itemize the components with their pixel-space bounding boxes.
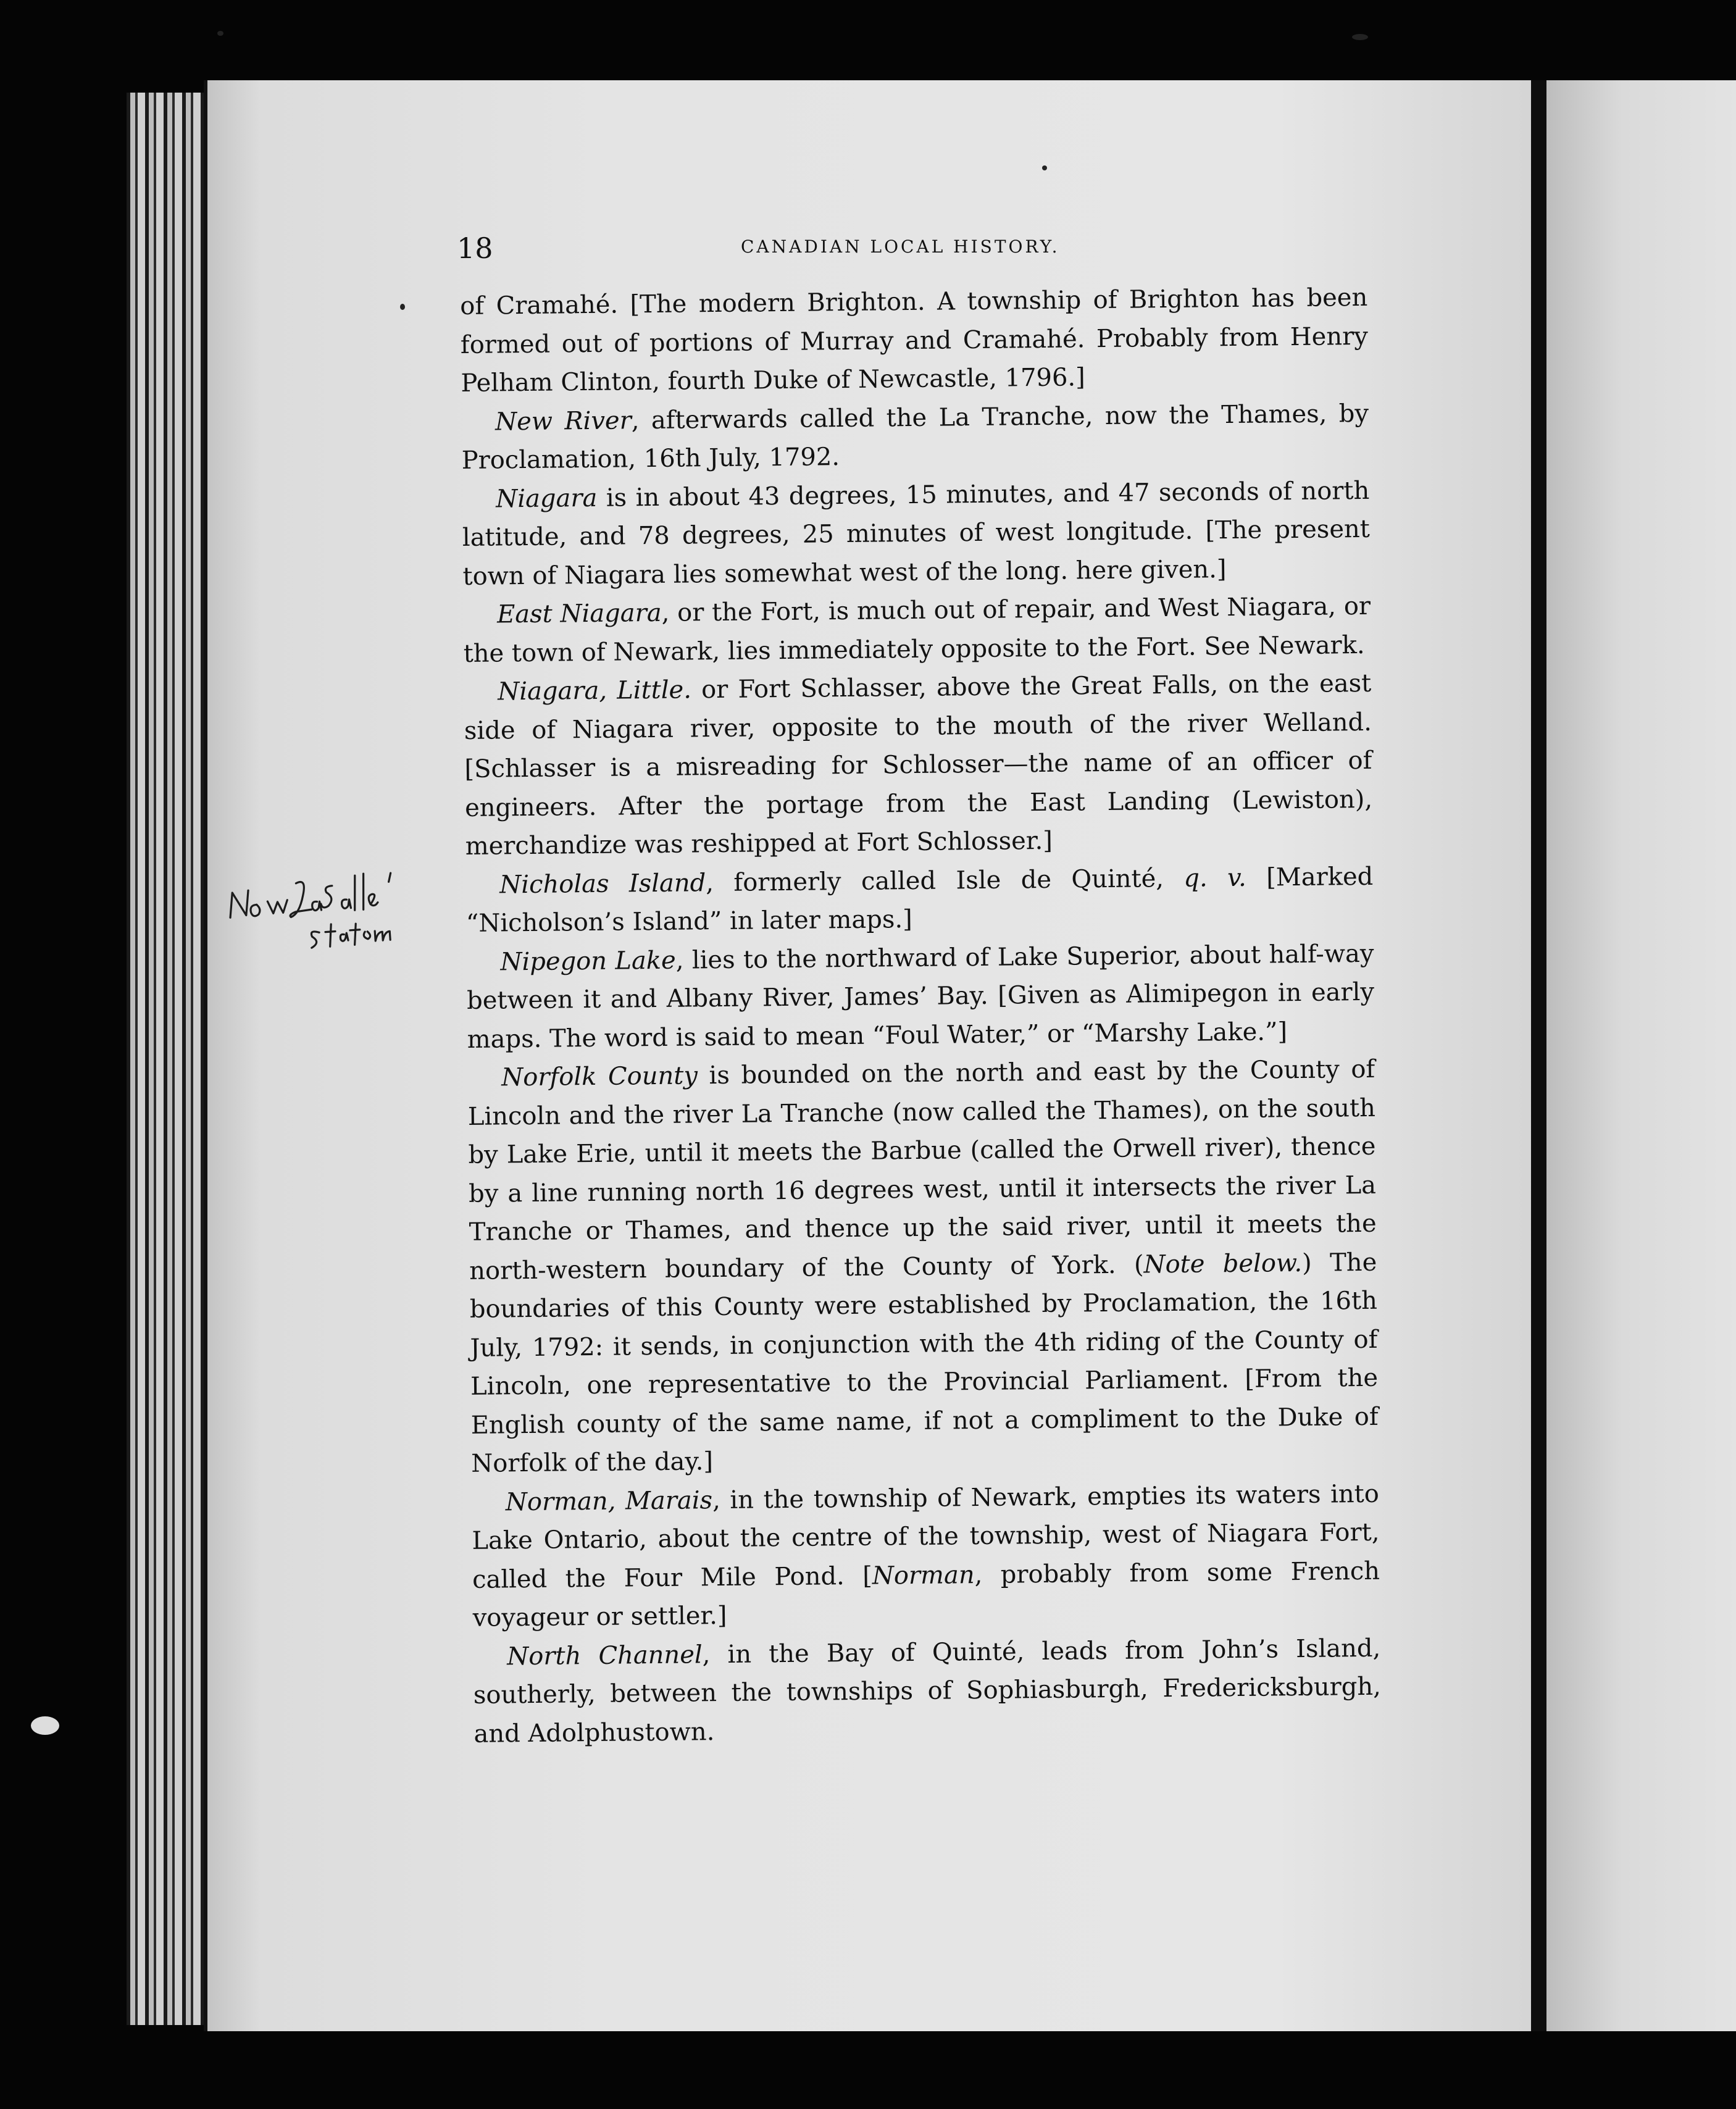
running-title: CANADIAN LOCAL HISTORY.: [741, 236, 1060, 257]
page-number: 18: [457, 232, 493, 265]
gazetteer-entry: [462, 471, 1371, 596]
entry-term: Norfolk County: [501, 1061, 698, 1092]
dust-speck: [217, 31, 223, 36]
entry-text: [Marked “Nicholson’s Island” in later maps.]: [465, 862, 1374, 938]
dust-speck: [1352, 34, 1368, 40]
entry-text: , afterwards called the La Tranche, now the Thames, by Proclamation, 16th July, 1792.: [461, 399, 1369, 475]
page-edges: [127, 93, 207, 2025]
entry-term: Niagara, Little.: [498, 675, 692, 706]
entry-text: , lies to the northward of Lake Superior, about half-way between it and Albany River, James’ Bay. [Given as Alimipegon in early maps. The word is said to mean “Foul Water,” or “Marshy Lake.”]: [466, 939, 1375, 1054]
page-header: [457, 232, 1087, 269]
entry-term: Niagara: [496, 483, 598, 513]
entry-text: is bounded on the north and east by the County of Lincoln and the river La Tranche (now called the Thames), on the south by Lake Erie, until it meets the Barbue (called the Orwell river), thence by a line running north 16 degrees west, until it intersects the river La Tranche or Thames, and thence up the said river, until it meets the north-western boundary of the County of York. (: [467, 1054, 1377, 1285]
entry-text: ) The boundaries of this County were established by Proclamation, the 16th July, 1792: it sends, in conjunction with the 4th riding of the County of Lincoln, one representative to the Provincial Parliament. [From the English county of the same name, if not a compliment to the Duke of Norfolk of the day.]: [469, 1248, 1379, 1478]
gazetteer-entry: [460, 278, 1369, 403]
dust-speck: [1042, 165, 1047, 170]
gazetteer-entry: [472, 1474, 1380, 1637]
gazetteer-entry: [466, 934, 1375, 1059]
entry-term: Note below.: [1143, 1248, 1303, 1279]
gazetteer-entry: [463, 587, 1371, 673]
gazetteer-entry: [465, 857, 1374, 943]
handwriting-signature: [222, 860, 438, 967]
entry-term: Norman, Marais: [505, 1485, 713, 1516]
gazetteer-entry: [473, 1629, 1382, 1753]
gazetteer-entry: [461, 394, 1369, 480]
binding-gutter: [1531, 80, 1547, 2031]
facing-page-edge: [1546, 80, 1736, 2031]
dust-speck: [400, 304, 405, 310]
gazetteer-entry: [467, 1050, 1379, 1484]
scan-artifact: [31, 1716, 59, 1735]
entry-term: Norman: [872, 1560, 975, 1590]
entry-text: , in the Bay of Quinté, leads from John’s Island, southerly, between the townships of Sophiasburgh, Fredericksburgh, and Adolphustown.: [473, 1634, 1382, 1748]
handwritten-annotation: [222, 860, 438, 967]
entry-term: North Channel: [507, 1640, 703, 1671]
entry-text: of Cramahé. [The modern Brighton. A township of Brighton has been formed out of portions of Murray and Cramahé. Probably from Henry Pelham Clinton, fourth Duke of Newcastle, 1796.]: [460, 283, 1369, 398]
entry-term: East Niagara: [496, 598, 662, 629]
entry-text: , in the township of Newark, empties its waters into Lake Ontario, about the centre of the township, west of Niagara Fort, called the Four Mile Pond. [: [472, 1479, 1380, 1594]
entry-term: Nicholas Island: [499, 868, 706, 899]
entry-text: , probably from some French voyageur or settler.]: [472, 1556, 1380, 1632]
entry-text: , formerly called Isle de Quinté,: [706, 864, 1184, 897]
entry-term: New River: [495, 406, 632, 436]
entry-term: Nipegon Lake: [500, 946, 676, 976]
entry-text: is in about 43 degrees, 15 minutes, and 47 seconds of north latitude, and 78 degrees, 25 minutes of west longitude. [The present town of Niagara lies somewhat west of the long. here given.]: [462, 476, 1371, 591]
entry-term: q. v.: [1183, 863, 1246, 893]
entry-text: , or the Fort, is much out of repair, and West Niagara, or the town of Newark, lies immediately opposite to the Fort. See Newark.: [463, 591, 1371, 668]
gazetteer-entry: [464, 664, 1373, 866]
gazetteer-text: [460, 278, 1382, 1753]
entry-text: or Fort Schlasser, above the Great Falls, on the east side of Niagara river, opposite to the mouth of the river Welland. [Schlasser is a misreading for Schlosser—the name of an officer of engineers. After the portage from the East Landing (Lewiston), merchandize was reshipped at Fort Schlosser.]: [464, 669, 1373, 861]
